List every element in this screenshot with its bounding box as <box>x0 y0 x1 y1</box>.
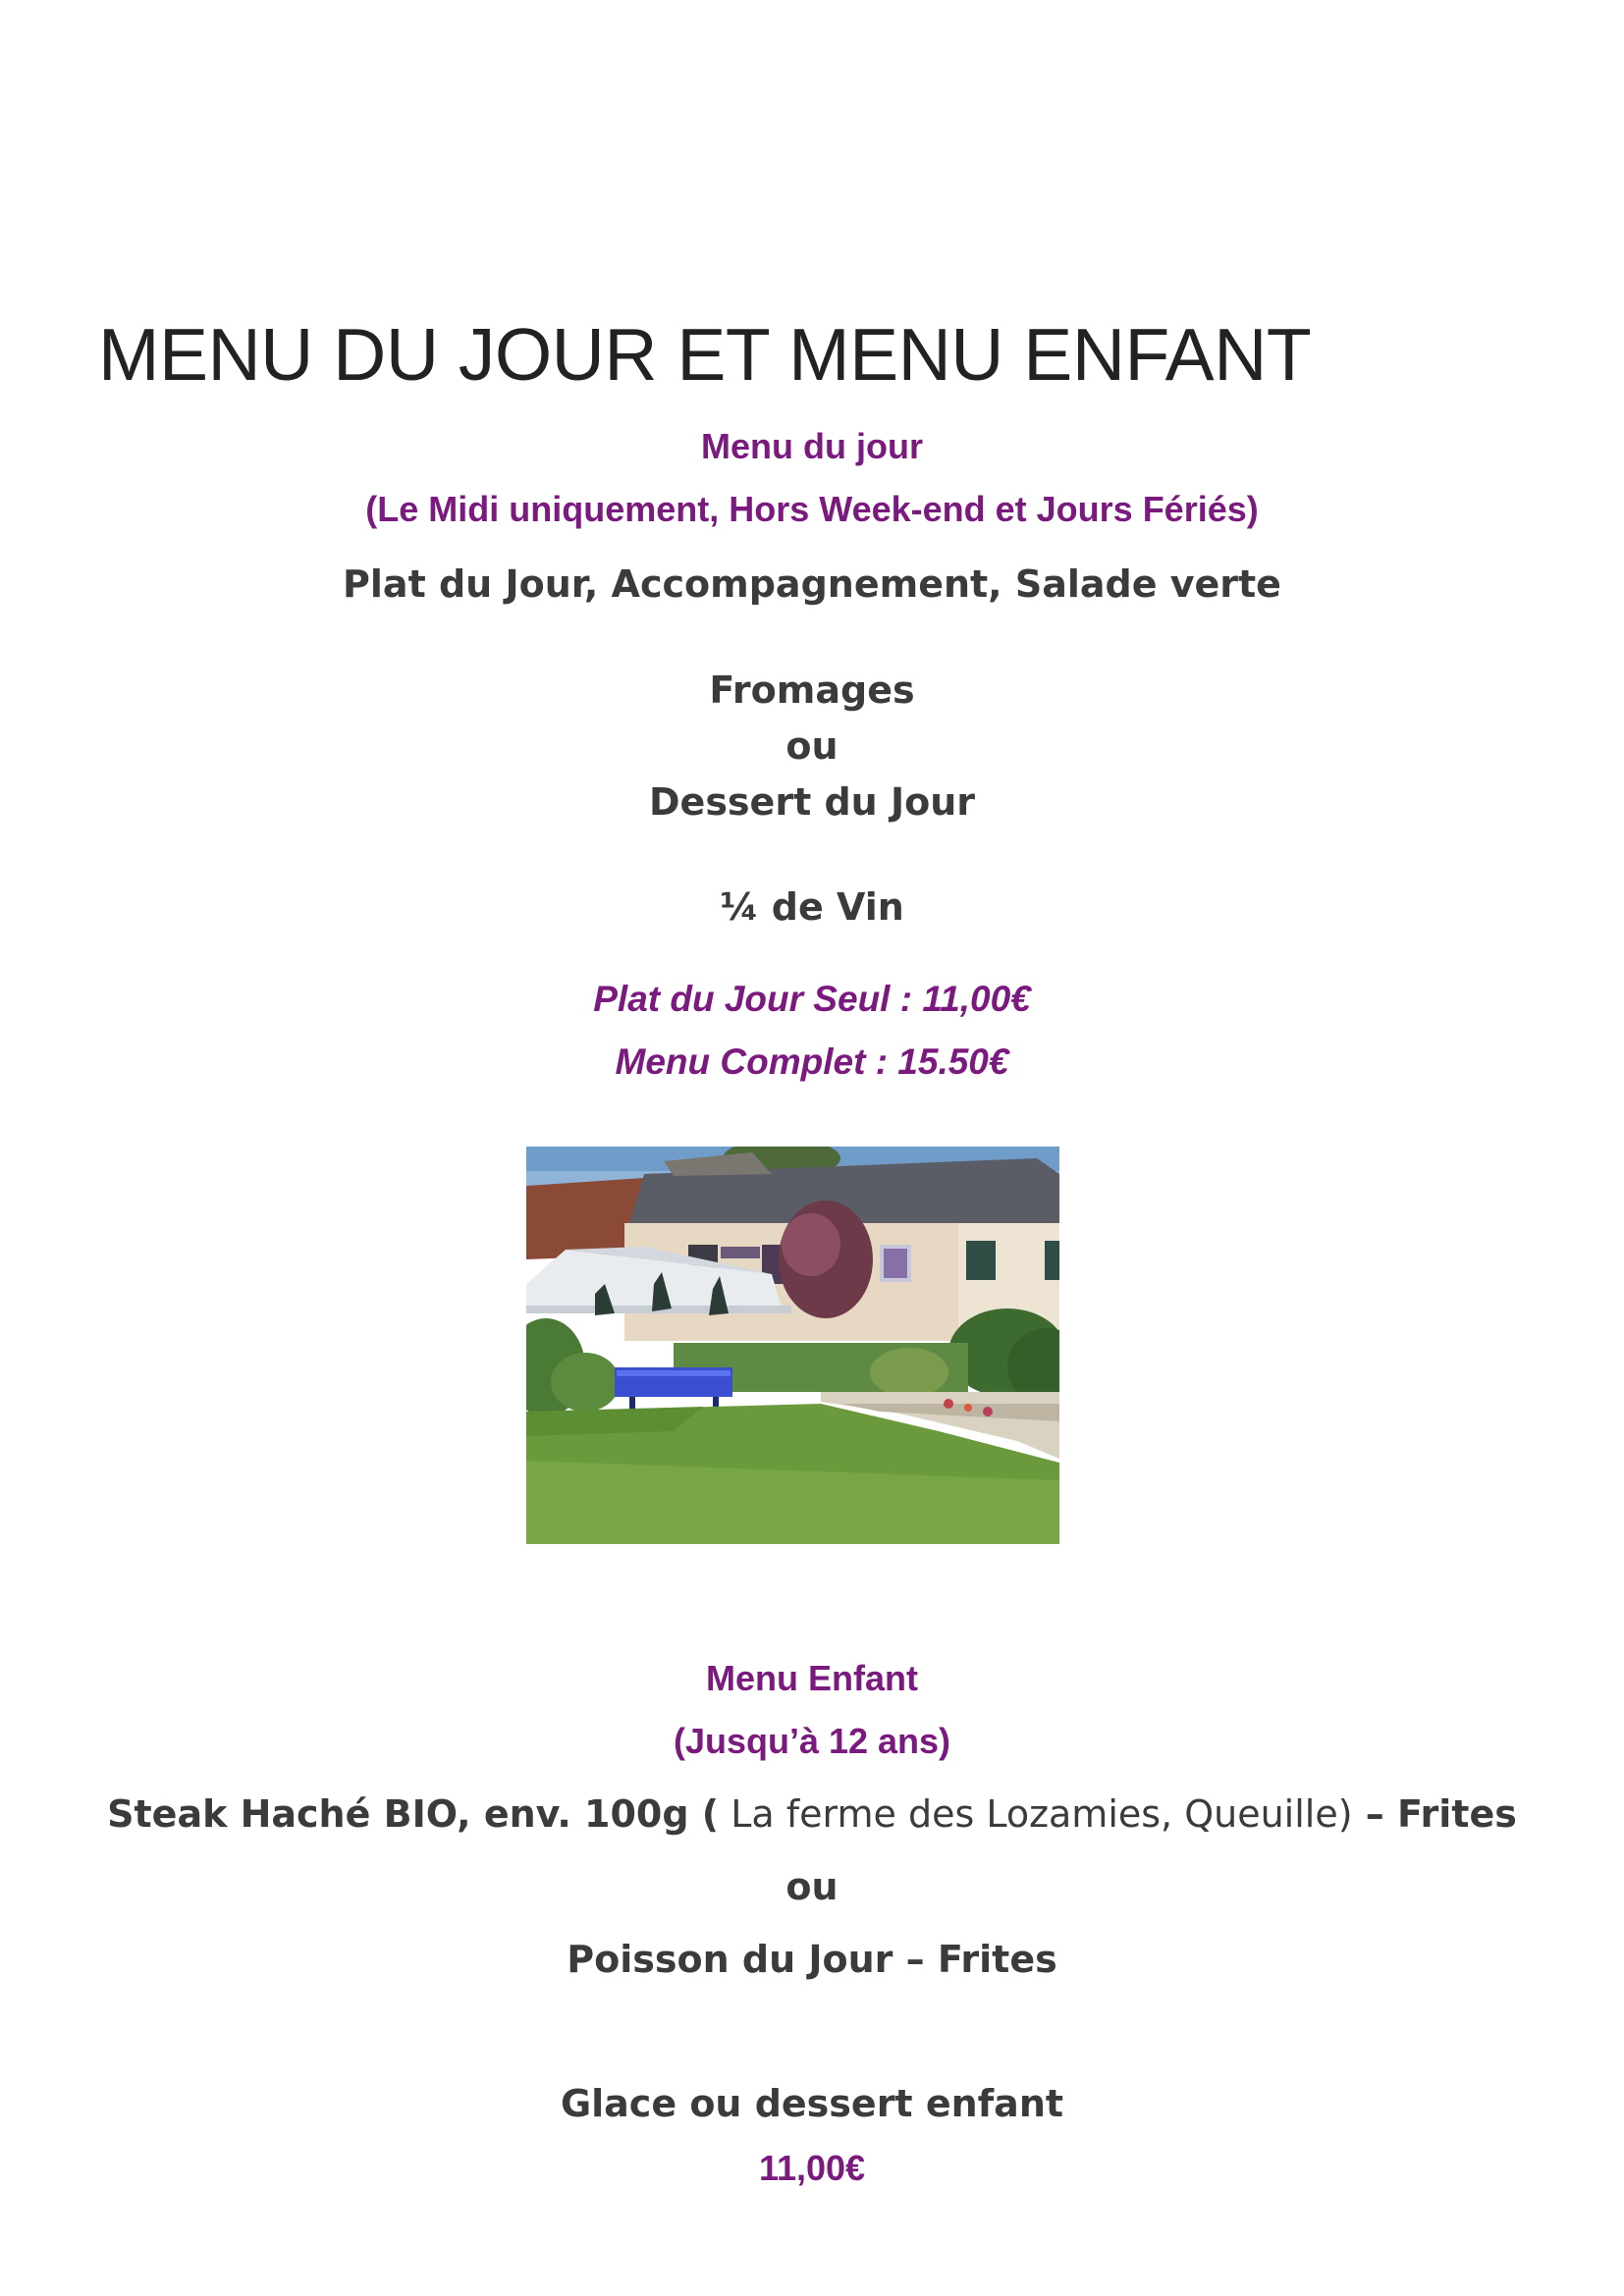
menu-enfant-option-steak <box>0 1792 1624 1836</box>
menu-du-jour-or: ou <box>785 724 839 768</box>
menu-enfant-heading: Menu Enfant <box>706 1658 918 1698</box>
menu-du-jour-wine: ¼ de Vin <box>720 885 904 929</box>
page-title: MENU DU JOUR ET MENU ENFANT <box>98 313 1312 396</box>
menu-enfant-option-fish: Poisson du Jour – Frites <box>567 1938 1057 1981</box>
steak-sides: – Frites <box>1352 1792 1517 1836</box>
menu-enfant-price: 11,00€ <box>758 2148 866 2188</box>
menu-du-jour-heading: Menu du jour <box>701 426 923 466</box>
menu-enfant-or: ou <box>785 1865 839 1908</box>
menu-du-jour-conditions: (Le Midi uniquement, Hors Week-end et Jours Fériés) <box>365 489 1259 529</box>
steak-source: La ferme des Lozamies, Queuille) <box>719 1792 1353 1836</box>
menu-enfant-dessert: Glace ou dessert enfant <box>560 2082 1064 2125</box>
menu-enfant-age: (Jusqu’à 12 ans) <box>673 1721 951 1761</box>
menu-du-jour-cheese: Fromages <box>709 668 915 712</box>
restaurant-building-photo <box>526 1147 1059 1544</box>
price-plat-seul: Plat du Jour Seul : 11,00€ <box>593 979 1031 1019</box>
menu-du-jour-dessert: Dessert du Jour <box>649 780 975 824</box>
menu-du-jour-main: Plat du Jour, Accompagnement, Salade verte <box>343 562 1281 606</box>
price-menu-complet: Menu Complet : 15.50€ <box>615 1041 1009 1082</box>
steak-label: Steak Haché BIO, env. 100g ( <box>107 1792 720 1836</box>
